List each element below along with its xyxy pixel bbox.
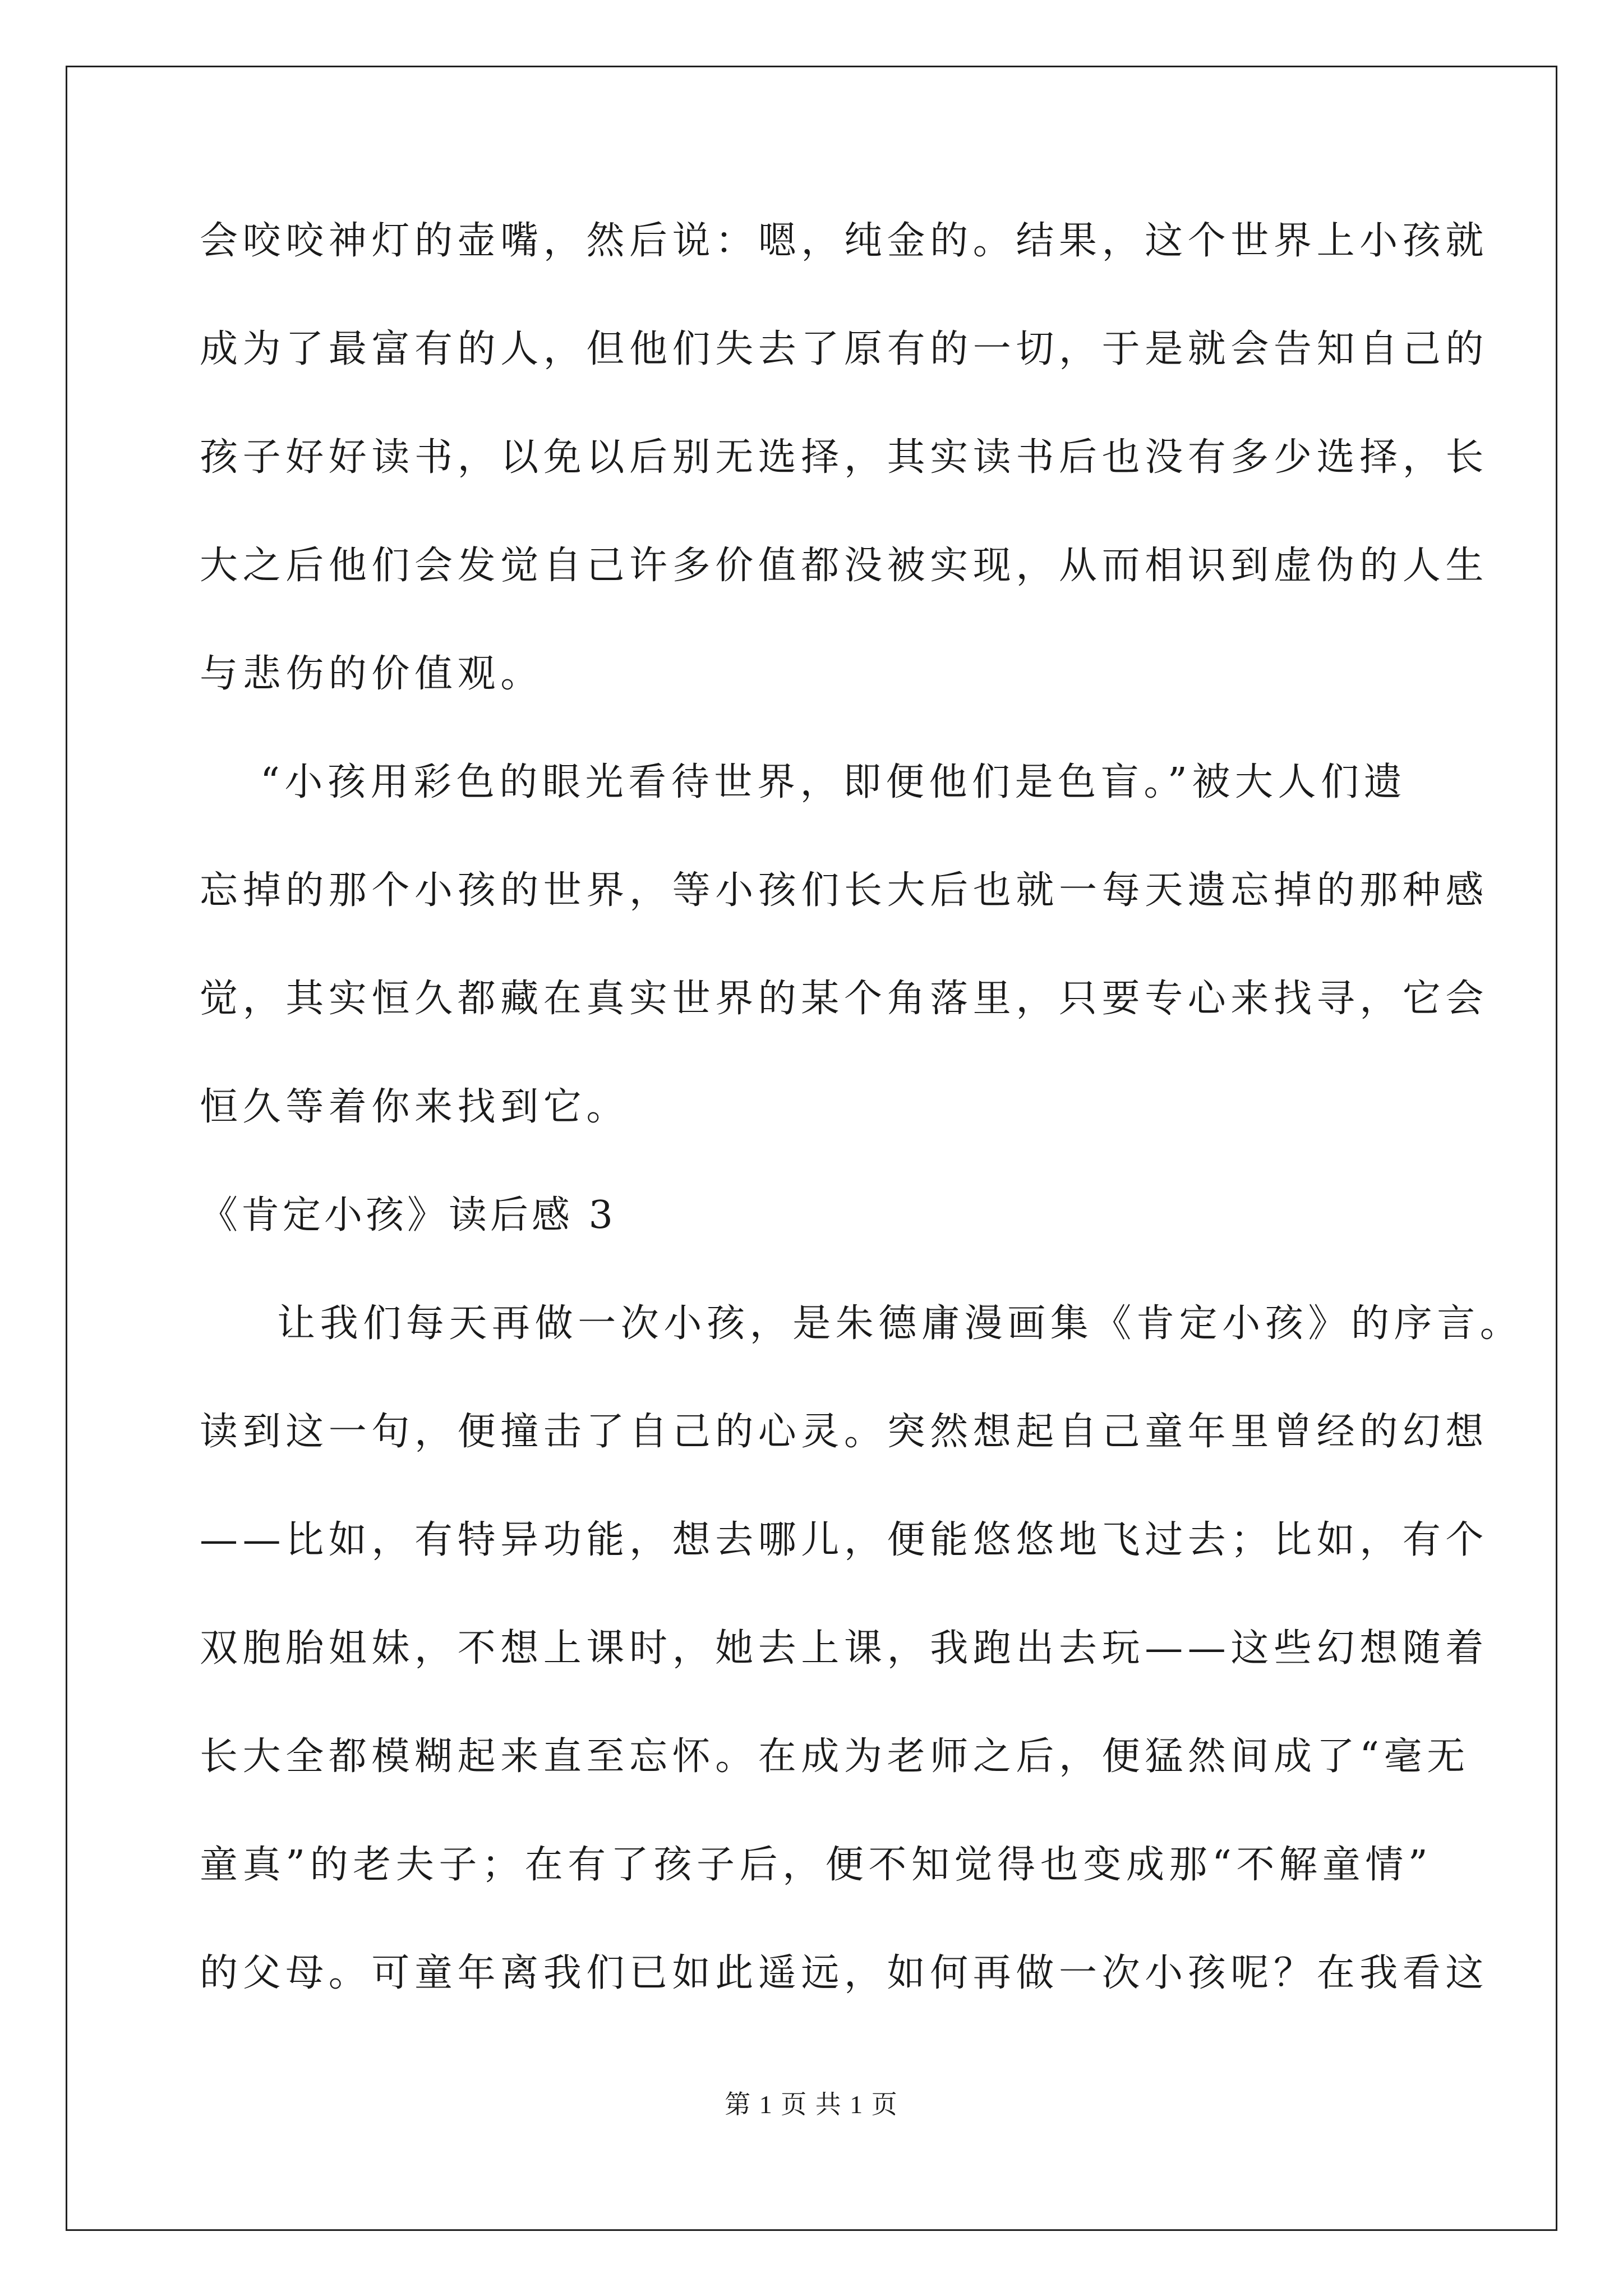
text-line: 大之后他们会发觉自己许多价值都没被实现，从而相识到虚伪的人生 xyxy=(200,544,1489,588)
text-line: 会咬咬神灯的壶嘴，然后说：嗯，纯金的。结果，这个世界上小孩就 xyxy=(200,219,1489,263)
text-line: 童真”的老夫子；在有了孩子后，便不知觉得也变成那“不解童情” xyxy=(200,1843,1433,1887)
text-line: 恒久等着你来找到它。 xyxy=(200,1085,630,1129)
text-line: 读到这一句，便撞击了自己的心灵。突然想起自己童年里曾经的幻想 xyxy=(200,1410,1489,1454)
text-line: 觉，其实恒久都藏在真实世界的某个角落里，只要专心来找寻，它会 xyxy=(200,977,1489,1021)
text-line: 孩子好好读书，以免以后别无选择，其实读书后也没有多少选择，长 xyxy=(200,435,1489,480)
page-number-footer: 第 1 页 共 1 页 xyxy=(725,2090,898,2119)
text-line: 的父母。可童年离我们已如此遥远，如何再做一次小孩呢？在我看这 xyxy=(200,1951,1489,1995)
text-line: ——比如，有特异功能，想去哪儿，便能悠悠地飞过去；比如，有个 xyxy=(200,1518,1489,1562)
text-line: 长大全都模糊起来直至忘怀。在成为老师之后，便猛然间成了“毫无 xyxy=(200,1734,1470,1779)
paragraph-start-line: 让我们每天再做一次小孩，是朱德庸漫画集《肯定小孩》的序言。 xyxy=(277,1301,1523,1346)
section-heading: 《肯定小孩》读后感 3 xyxy=(200,1193,616,1237)
text-line: 忘掉的那个小孩的世界，等小孩们长大后也就一每天遗忘掉的那种感 xyxy=(200,868,1489,913)
text-line: 双胞胎姐妹，不想上课时，她去上课，我跑出去玩——这些幻想随着 xyxy=(200,1626,1489,1671)
paragraph-start-line: “小孩用彩色的眼光看待世界，即便他们是色盲。”被大人们遗 xyxy=(260,760,1407,804)
page-border xyxy=(66,66,1557,2231)
text-line: 成为了最富有的人，但他们失去了原有的一切，于是就会告知自己的 xyxy=(200,327,1489,371)
text-line: 与悲伤的价值观。 xyxy=(200,652,543,696)
